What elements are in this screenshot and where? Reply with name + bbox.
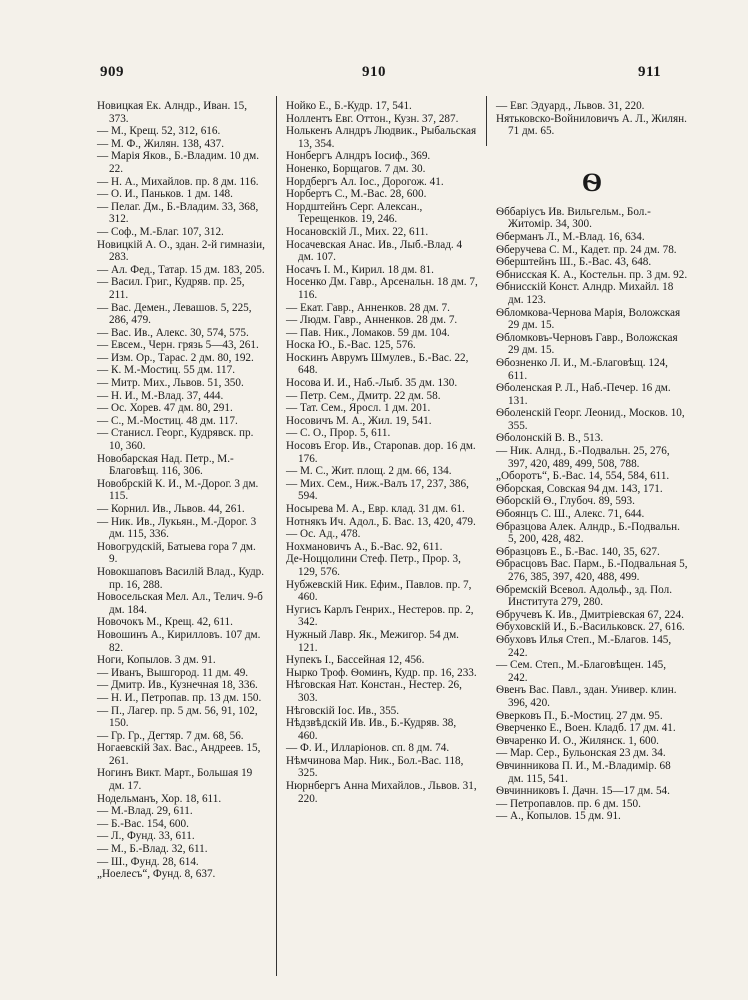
directory-entry: Нордбергъ Ал. Іос., Дорогож. 41.	[286, 175, 444, 188]
directory-entry: Носкинъ Аврумъ Шмулев., Б.-Вас. 22, 648.	[286, 351, 469, 377]
directory-entry: Новицкая Ек. Алндр., Иван. 15, 373.	[97, 100, 248, 125]
directory-entry: Ногаевскій Зах. Вас., Андреев. 15, 261.	[97, 742, 261, 767]
directory-entry: Ѳверковъ П., Б.-Мостиц. 27 дм. 95.	[496, 709, 663, 722]
directory-entry: — С., М.-Мостиц. 48 дм. 117.	[97, 414, 238, 427]
directory-entry: — М., Б.-Влад. 32, 611.	[97, 843, 208, 856]
directory-entry: — Евсем., Черн. грязь 5—43, 261.	[97, 339, 259, 352]
directory-entry: Нойко Е., Б.-Кудр. 17, 541.	[286, 100, 412, 112]
page-number-left: 909	[100, 64, 124, 80]
directory-entry: Ѳбрасцовъ Вас. Парм., Б.-Подвальная 5, 276, 385, 397, 420, 488, 499.	[496, 558, 688, 583]
column-divider	[276, 96, 277, 976]
directory-entry: Ѳвенъ Вас. Павл., здан. Универ. клин. 396, 420.	[496, 684, 677, 709]
directory-entry: Ѳбразцова Алек. Алндр., Б.-Подвальн. 5, 200, 428, 482.	[496, 520, 680, 546]
directory-entry: Нѣмчинова Мар. Ник., Бол.-Вас. 118, 325.	[286, 754, 464, 780]
directory-entry: — Л., Фунд. 33, 611.	[97, 830, 195, 843]
directory-entry: Носова И. И., Наб.-Лыб. 35 дм. 130.	[286, 377, 458, 390]
directory-entry: — Митр. Мих., Львов. 51, 350.	[97, 377, 244, 390]
directory-entry: — А., Копылов. 15 дм. 91.	[496, 810, 621, 823]
directory-entry: Ѳбремскій Всевол. Адольф., зд. Пол. Института 279, 280.	[496, 583, 673, 609]
directory-entry: Ѳборскій Ѳ., Глубоч. 89, 593.	[496, 495, 635, 508]
directory-entry: Ѳболонскій В. В., 513.	[496, 432, 604, 445]
column-right-top	[496, 100, 688, 138]
directory-entry: Нохмановичъ А., Б.-Вас. 92, 611.	[286, 540, 443, 553]
directory-entry: — Станисл. Георг., Кудрявск. пр. 10, 360.	[97, 427, 254, 453]
directory-entry: Нюрнбергъ Анна Михайлов., Львов. 31, 220.	[286, 780, 477, 805]
directory-entry: Ѳболенская Р. Л., Наб.-Печер. 16 дм. 131.	[496, 382, 671, 407]
directory-entry: Ноллентъ Евг. Оттон., Кузн. 37, 287.	[286, 112, 459, 125]
directory-entry: — Соф., М.-Благ. 107, 312.	[97, 225, 224, 238]
directory-entry: Носка Ю., Б.-Вас. 125, 576.	[286, 339, 416, 352]
directory-entry: — О. И., Паньков. 1 дм. 148.	[97, 188, 233, 201]
directory-entry: — Сем. Степ., М.-Благовѣщен. 145, 242.	[496, 659, 667, 684]
directory-entry: — Петропавлов. пр. 6 дм. 150.	[496, 797, 641, 810]
directory-entry: — Евг. Эдуард., Львов. 31, 220.	[496, 100, 645, 112]
directory-entry: — Н. И., М.-Влад. 37, 444.	[97, 389, 224, 402]
directory-entry: Новошинъ А., Кирилловъ. 107 дм. 82.	[97, 628, 261, 654]
directory-entry: — Ал. Фед., Татар. 15 дм. 183, 205.	[97, 263, 265, 276]
directory-entry: — С. О., Прор. 5, 611.	[286, 427, 391, 440]
directory-entry: — Пав. Ник., Ломаков. 59 дм. 104.	[286, 326, 450, 339]
column-divider	[486, 96, 487, 146]
directory-entry: Нѣговская Нат. Констан., Нестер. 26, 303.	[286, 679, 462, 704]
directory-entry: Нонбергъ Алндръ Іосиф., 369.	[286, 150, 431, 163]
directory-entry: — Мар. Сер., Бульонская 23 дм. 34.	[496, 747, 666, 760]
directory-entry: Новосельская Мел. Ал., Телич. 9-б дм. 184.	[97, 591, 263, 616]
directory-entry: Новобрскій К. И., М.-Дорог. 3 дм. 115.	[97, 477, 259, 503]
directory-entry: Нолькенъ Алндръ Людвик., Рыбальская 13, 354.	[286, 125, 477, 150]
directory-entry: Нордштейнъ Серг. Алексан., Терещенков. 19, 246.	[286, 200, 423, 226]
directory-entry: — Изм. Ор., Тарас. 2 дм. 80, 192.	[97, 351, 254, 364]
directory-entry: Ѳвчинниковъ І. Дачн. 15—17 дм. 54.	[496, 785, 670, 798]
directory-entry: — Н. И., Петропав. пр. 13 дм. 150.	[97, 691, 262, 704]
directory-entry: — Ник. Алнд., Б.-Подвальн. 25, 276, 397, 420, 489, 499, 508, 788.	[496, 445, 670, 470]
directory-entry: — П., Лагер. пр. 5 дм. 56, 91, 102, 150.	[97, 704, 258, 730]
directory-entry: Носенко Дм. Гавр., Арсенальн. 18 дм. 7, 116.	[286, 276, 478, 301]
directory-entry: — Б.-Вас. 154, 600.	[97, 817, 189, 830]
directory-entry: — К. М.-Мостиц. 55 дм. 117.	[97, 364, 235, 377]
directory-entry: — Н. А., Михайлов. пр. 8 дм. 116.	[97, 175, 259, 188]
directory-entry: — Вас. Демен., Левашов. 5, 225, 286, 479.	[97, 301, 252, 327]
directory-entry: — Ф. И., Илларіонов. сп. 8 дм. 74.	[286, 742, 450, 755]
directory-entry: Нубжевскій Ник. Ефим., Павлов. пр. 7, 460.	[286, 578, 472, 604]
directory-entry: Новочокъ М., Крещ. 42, 611.	[97, 616, 233, 629]
directory-entry: Новицкій А. О., здан. 2-й гимназіи, 283.	[97, 238, 265, 264]
directory-entry: — М., Крещ. 52, 312, 616.	[97, 125, 221, 138]
directory-entry: Ѳбозненко Л. И., М.-Благовѣщ. 124, 611.	[496, 356, 668, 382]
directory-entry: — Петр. Сем., Дмитр. 22 дм. 58.	[286, 389, 441, 402]
directory-entry: „Ноелесъ“, Фунд. 8, 637.	[97, 868, 216, 881]
directory-entry: — Иванъ, Вышгород. 11 дм. 49.	[97, 666, 249, 679]
directory-entry: Ѳбоянцъ С. Ш., Алекс. 71, 644.	[496, 508, 645, 521]
section-letter: Ѳ	[581, 167, 603, 197]
directory-entry: Ѳберучева С. М., Кадет. пр. 24 дм. 78.	[496, 243, 677, 256]
directory-entry: Ѳвчинникова П. И., М.-Владимір. 68 дм. 115, 541.	[496, 759, 671, 785]
directory-entry: — Екат. Гавр., Анненков. 28 дм. 7.	[286, 301, 450, 314]
directory-entry: — М.-Влад. 29, 611.	[97, 805, 193, 818]
directory-entry: Ноненко, Борщагов. 7 дм. 30.	[286, 162, 426, 175]
directory-entry: Ѳбломкова-Чернова Марія, Воложская 29 дм. 15.	[496, 306, 681, 332]
column-right-bottom	[496, 206, 688, 823]
page-number-right: 911	[638, 64, 662, 80]
directory-entry: — Васил. Григ., Кудряв. пр. 25, 211.	[97, 276, 245, 301]
directory-entry: Носановскій Л., Мих. 22, 611.	[286, 225, 429, 238]
directory-entry: Новогрудскій, Батыева гора 7 дм. 9.	[97, 540, 256, 566]
directory-entry: Ѳберштейнъ Ш., Б.-Вас. 43, 648.	[496, 256, 652, 269]
directory-entry: Нотнякъ Ич. Адол., Б. Вас. 13, 420, 479.	[286, 515, 476, 528]
directory-entry: Ѳббаріусъ Ив. Вильгельм., Бол.-Житомір. 34, 300.	[496, 205, 651, 231]
directory-entry: Нупекъ І., Бассейная 12, 456.	[286, 654, 425, 667]
directory-entry: Ѳбразцовъ Е., Б.-Вас. 140, 35, 627.	[496, 545, 660, 558]
directory-entry: Носовичъ М. А., Жил. 19, 541.	[286, 414, 432, 427]
directory-entry: Ѳбручевъ К. Ив., Дмитріевская 67, 224.	[496, 608, 684, 621]
directory-entry: — Гр. Гр., Дегтяр. 7 дм. 68, 56.	[97, 729, 244, 742]
directory-entry: Де-Ноццолини Стеф. Петр., Прор. 3, 129, 576.	[286, 553, 461, 578]
directory-entry: Ѳверченко Е., Воен. Кладб. 17 дм. 41.	[496, 722, 676, 735]
directory-entry: Нодельманъ, Хор. 18, 611.	[97, 792, 222, 805]
directory-entry: — Марія Яков., Б.-Владим. 10 дм. 22.	[97, 150, 259, 175]
directory-entry: — Дмитр. Ив., Кузнечная 18, 336.	[97, 679, 258, 692]
directory-entry: Ѳборская, Совская 94 дм. 143, 171.	[496, 482, 663, 495]
directory-entry: — Ос. Хорев. 47 дм. 80, 291.	[97, 402, 233, 415]
directory-entry: Нугисъ Карлъ Генрих., Нестеров. пр. 2, 342.	[286, 603, 474, 629]
directory-entry: — Корнил. Ив., Львов. 44, 261.	[97, 503, 245, 515]
directory-entry: — М. Ф., Жилян. 138, 437.	[97, 137, 225, 150]
directory-entry: Нырко Троф. Ѳоминъ, Кудр. пр. 16, 233.	[286, 666, 477, 679]
directory-entry: — Ос. Ад., 478.	[286, 528, 361, 541]
directory-entry: — Тат. Сем., Яросл. 1 дм. 201.	[286, 402, 431, 415]
directory-entry: Ѳбуховскій И., Б.-Васильковск. 27, 616.	[496, 621, 685, 634]
directory-entry: Носачъ І. М., Кирил. 18 дм. 81.	[286, 263, 434, 276]
directory-entry: Ноги, Копылов. 3 дм. 91.	[97, 654, 216, 667]
directory-entry: — М. С., Жит. площ. 2 дм. 66, 134.	[286, 465, 452, 478]
directory-entry: Нѣговскій Іос. Ив., 355.	[286, 704, 400, 717]
directory-entry: Нужный Лавр. Як., Межигор. 54 дм. 121.	[286, 628, 459, 654]
directory-entry: — Людм. Гавр., Анненков. 28 дм. 7.	[286, 314, 458, 327]
directory-entry: Новобарская Над. Петр., М.-Благовѣщ. 116, 306.	[97, 452, 234, 478]
directory-entry: Нѣдзвѣдскій Ив. Ив., Б.-Кудряв. 38, 460.	[286, 717, 457, 742]
directory-entry: Новокшаповъ Василій Влад., Кудр. пр. 16, 288.	[97, 565, 265, 591]
directory-entry: — Мих. Сем., Ниж.-Валъ 17, 237, 386, 594.	[286, 477, 469, 503]
column-right	[496, 100, 688, 823]
directory-entry: Ѳбуховъ Илья Степ., М.-Благов. 145, 242.	[496, 633, 672, 659]
directory-entry: — Ник. Ив., Лукьян., М.-Дорог. 3 дм. 115, 336.	[97, 515, 257, 541]
directory-entry: Норбертъ С., М.-Вас. 28, 600.	[286, 188, 427, 201]
directory-entry: „Оборотъ“, Б.-Вас. 14, 554, 584, 611.	[496, 470, 670, 483]
directory-entry: Нятьковско-Войниловичъ А. Л., Жилян. 71 дм. 65.	[496, 112, 687, 138]
directory-entry: Ѳбнисская К. А., Костельн. пр. 3 дм. 92.	[496, 268, 688, 281]
directory-entry: — Ш., Фунд. 28, 614.	[97, 855, 199, 868]
directory-entry: Носырева М. А., Евр. клад. 31 дм. 61.	[286, 503, 465, 515]
directory-entry: Носачевская Анас. Ив., Лыб.-Влад. 4 дм. 107.	[286, 238, 463, 264]
directory-entry: Носовъ Егор. Ив., Староnaв. дор. 16 дм. 176.	[286, 440, 476, 465]
directory-entry: Ѳберманъ Л., М.-Влад. 16, 634.	[496, 230, 645, 243]
directory-entry: — Вас. Ив., Алекс. 30, 574, 575.	[97, 326, 249, 339]
directory-entry: Ѳвчаренко И. О., Жилянск. 1, 600.	[496, 734, 659, 747]
page-number-center: 910	[362, 64, 386, 80]
directory-entry: Ногинъ Викт. Март., Большая 19 дм. 17.	[97, 767, 253, 793]
directory-entry: Ѳболенскій Георг. Леонид., Москов. 10, 355.	[496, 407, 685, 432]
directory-entry: Ѳбломковъ-Черновъ Гавр., Воложская 29 дм. 15.	[496, 331, 678, 357]
directory-entry: Ѳбнисскій Конст. Алндр. Михайл. 18 дм. 123.	[496, 281, 674, 306]
directory-entry: — Пелаг. Дм., Б.-Владим. 33, 368, 312.	[97, 200, 259, 226]
column-left	[97, 100, 265, 881]
column-center	[286, 100, 478, 805]
